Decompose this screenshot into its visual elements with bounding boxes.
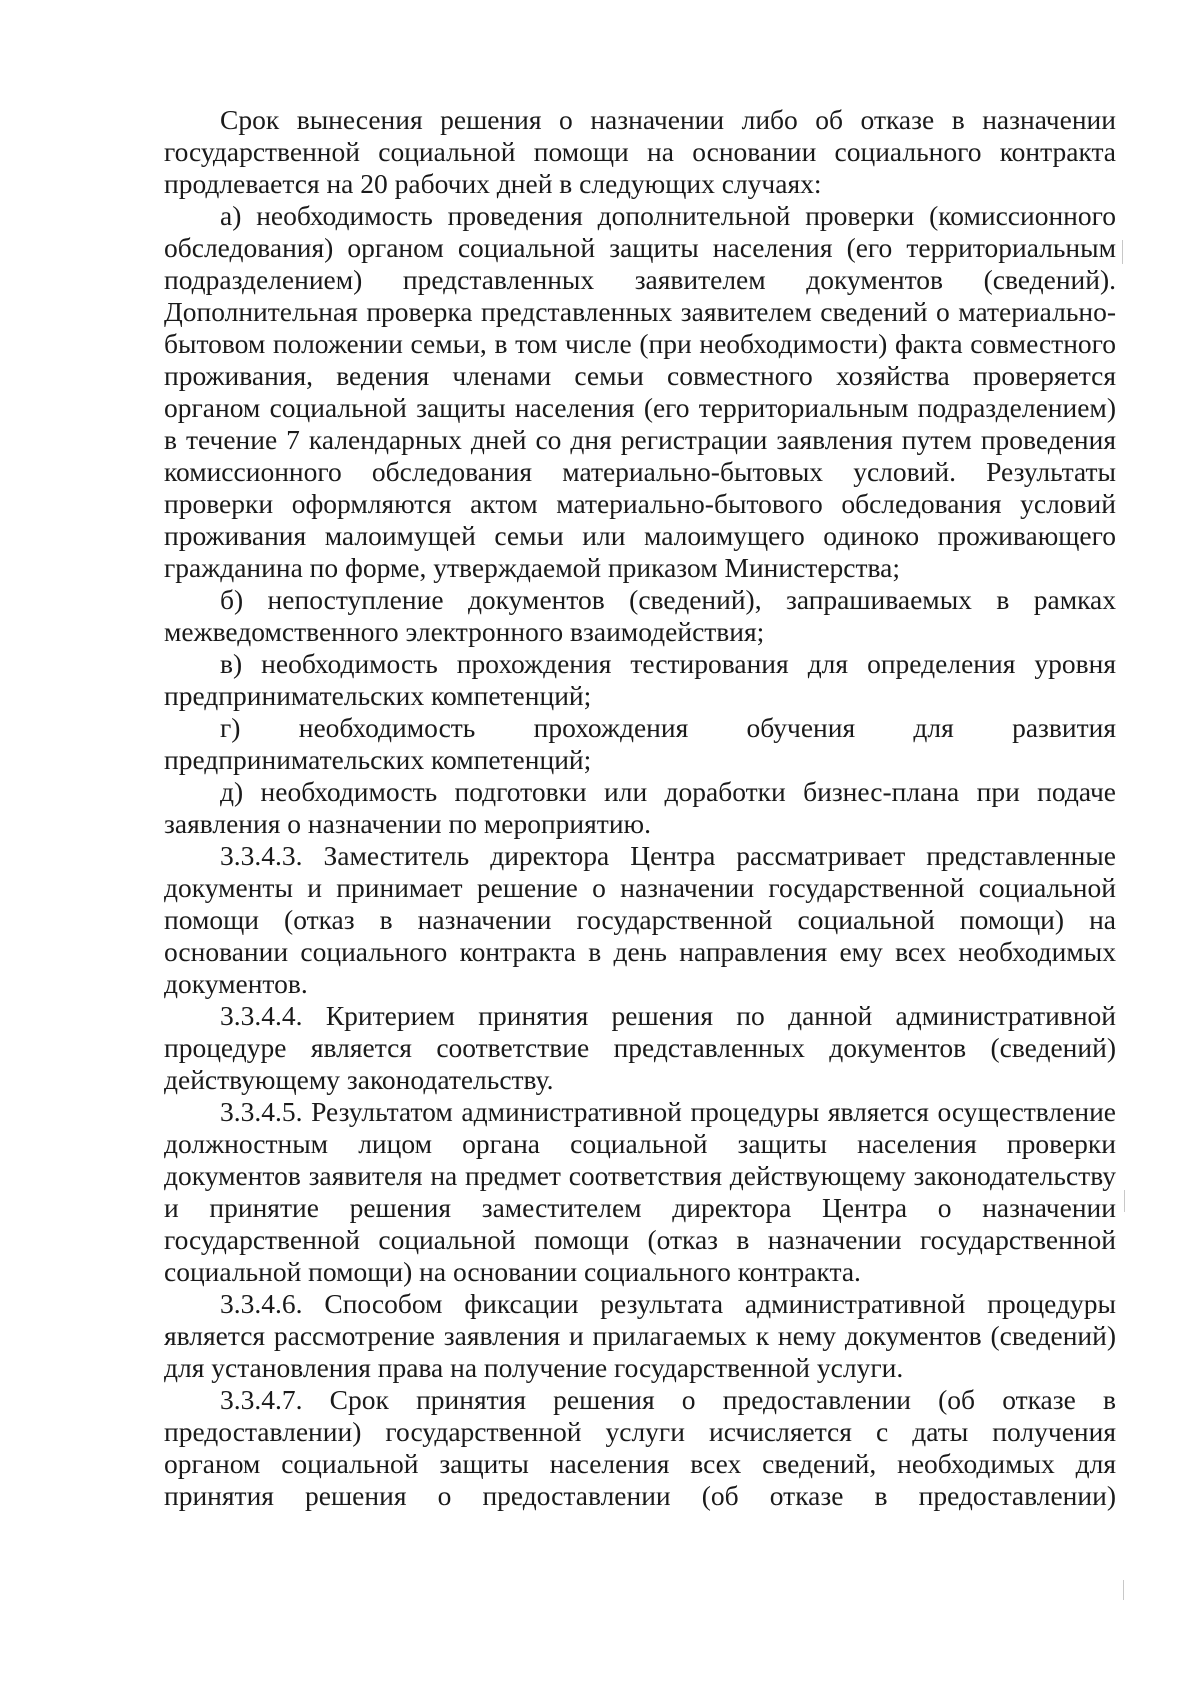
scan-edge-mark <box>1124 1190 1125 1212</box>
paragraph: г) необходимость прохождения обучения для развития предпринимательских компетенций; <box>164 712 1116 775</box>
paragraph: 3.3.4.5. Результатом административной процедуры является осуществление должностным лицом органа социальной защиты населения проверки документов заявителя на предмет соответствия действующему законодательству и принятие решения заместителем директора Центра о назначении государственной социальной помощи (отказ в назначении государственной социальной помощи) на основании социального контракта. <box>164 1096 1116 1287</box>
paragraph: д) необходимость подготовки или доработки бизнес-плана при подаче заявления о назначении по мероприятию. <box>164 776 1116 839</box>
paragraph: б) непоступление документов (сведений), запрашиваемых в рамках межведомственного электронного взаимодействия; <box>164 584 1116 647</box>
paragraph: 3.3.4.6. Способом фиксации результата административной процедуры является рассмотрение заявления и прилагаемых к нему документов (сведений) для установления права на получение государственной услуги. <box>164 1288 1116 1383</box>
document-body <box>164 104 1116 1512</box>
paragraph: а) необходимость проведения дополнительной проверки (комиссионного обследования) органом социальной защиты населения (его территориальным подразделением) представленных заявителем документов (сведений). Дополнительная проверка представленных заявителем сведений о материально-бытовом положении семьи, в том числе (при необходимости) факта совместного проживания, ведения членами семьи совместного хозяйства проверяется органом социальной защиты населения (его территориальным подразделением) в течение 7 календарных дней со дня регистрации заявления путем проведения комиссионного обследования материально-бытовых условий. Результаты проверки оформляются актом материально-бытового обследования условий проживания малоимущей семьи или малоимущего одиноко проживающего гражданина по форме, утверждаемой приказом Министерства; <box>164 200 1116 583</box>
paragraph: 3.3.4.4. Критерием принятия решения по данной административной процедуре является соответствие представленных документов (сведений) действующему законодательству. <box>164 1000 1116 1095</box>
scan-edge-mark <box>1122 240 1123 264</box>
paragraph: 3.3.4.7. Срок принятия решения о предоставлении (об отказе в предоставлении) государственной услуги исчисляется с даты получения органом социальной защиты населения всех сведений, необходимых для принятия решения о предоставлении (об отказе в предоставлении) <box>164 1384 1116 1511</box>
paragraph: Срок вынесения решения о назначении либо об отказе в назначении государственной социальной помощи на основании социального контракта продлевается на 20 рабочих дней в следующих случаях: <box>164 104 1116 199</box>
paragraph: в) необходимость прохождения тестирования для определения уровня предпринимательских компетенций; <box>164 648 1116 711</box>
paragraph: 3.3.4.3. Заместитель директора Центра рассматривает представленные документы и принимает решение о назначении государственной социальной помощи (отказ в назначении государственной социальной помощи) на основании социального контракта в день направления ему всех необходимых документов. <box>164 840 1116 999</box>
scan-edge-mark <box>1123 1580 1124 1600</box>
